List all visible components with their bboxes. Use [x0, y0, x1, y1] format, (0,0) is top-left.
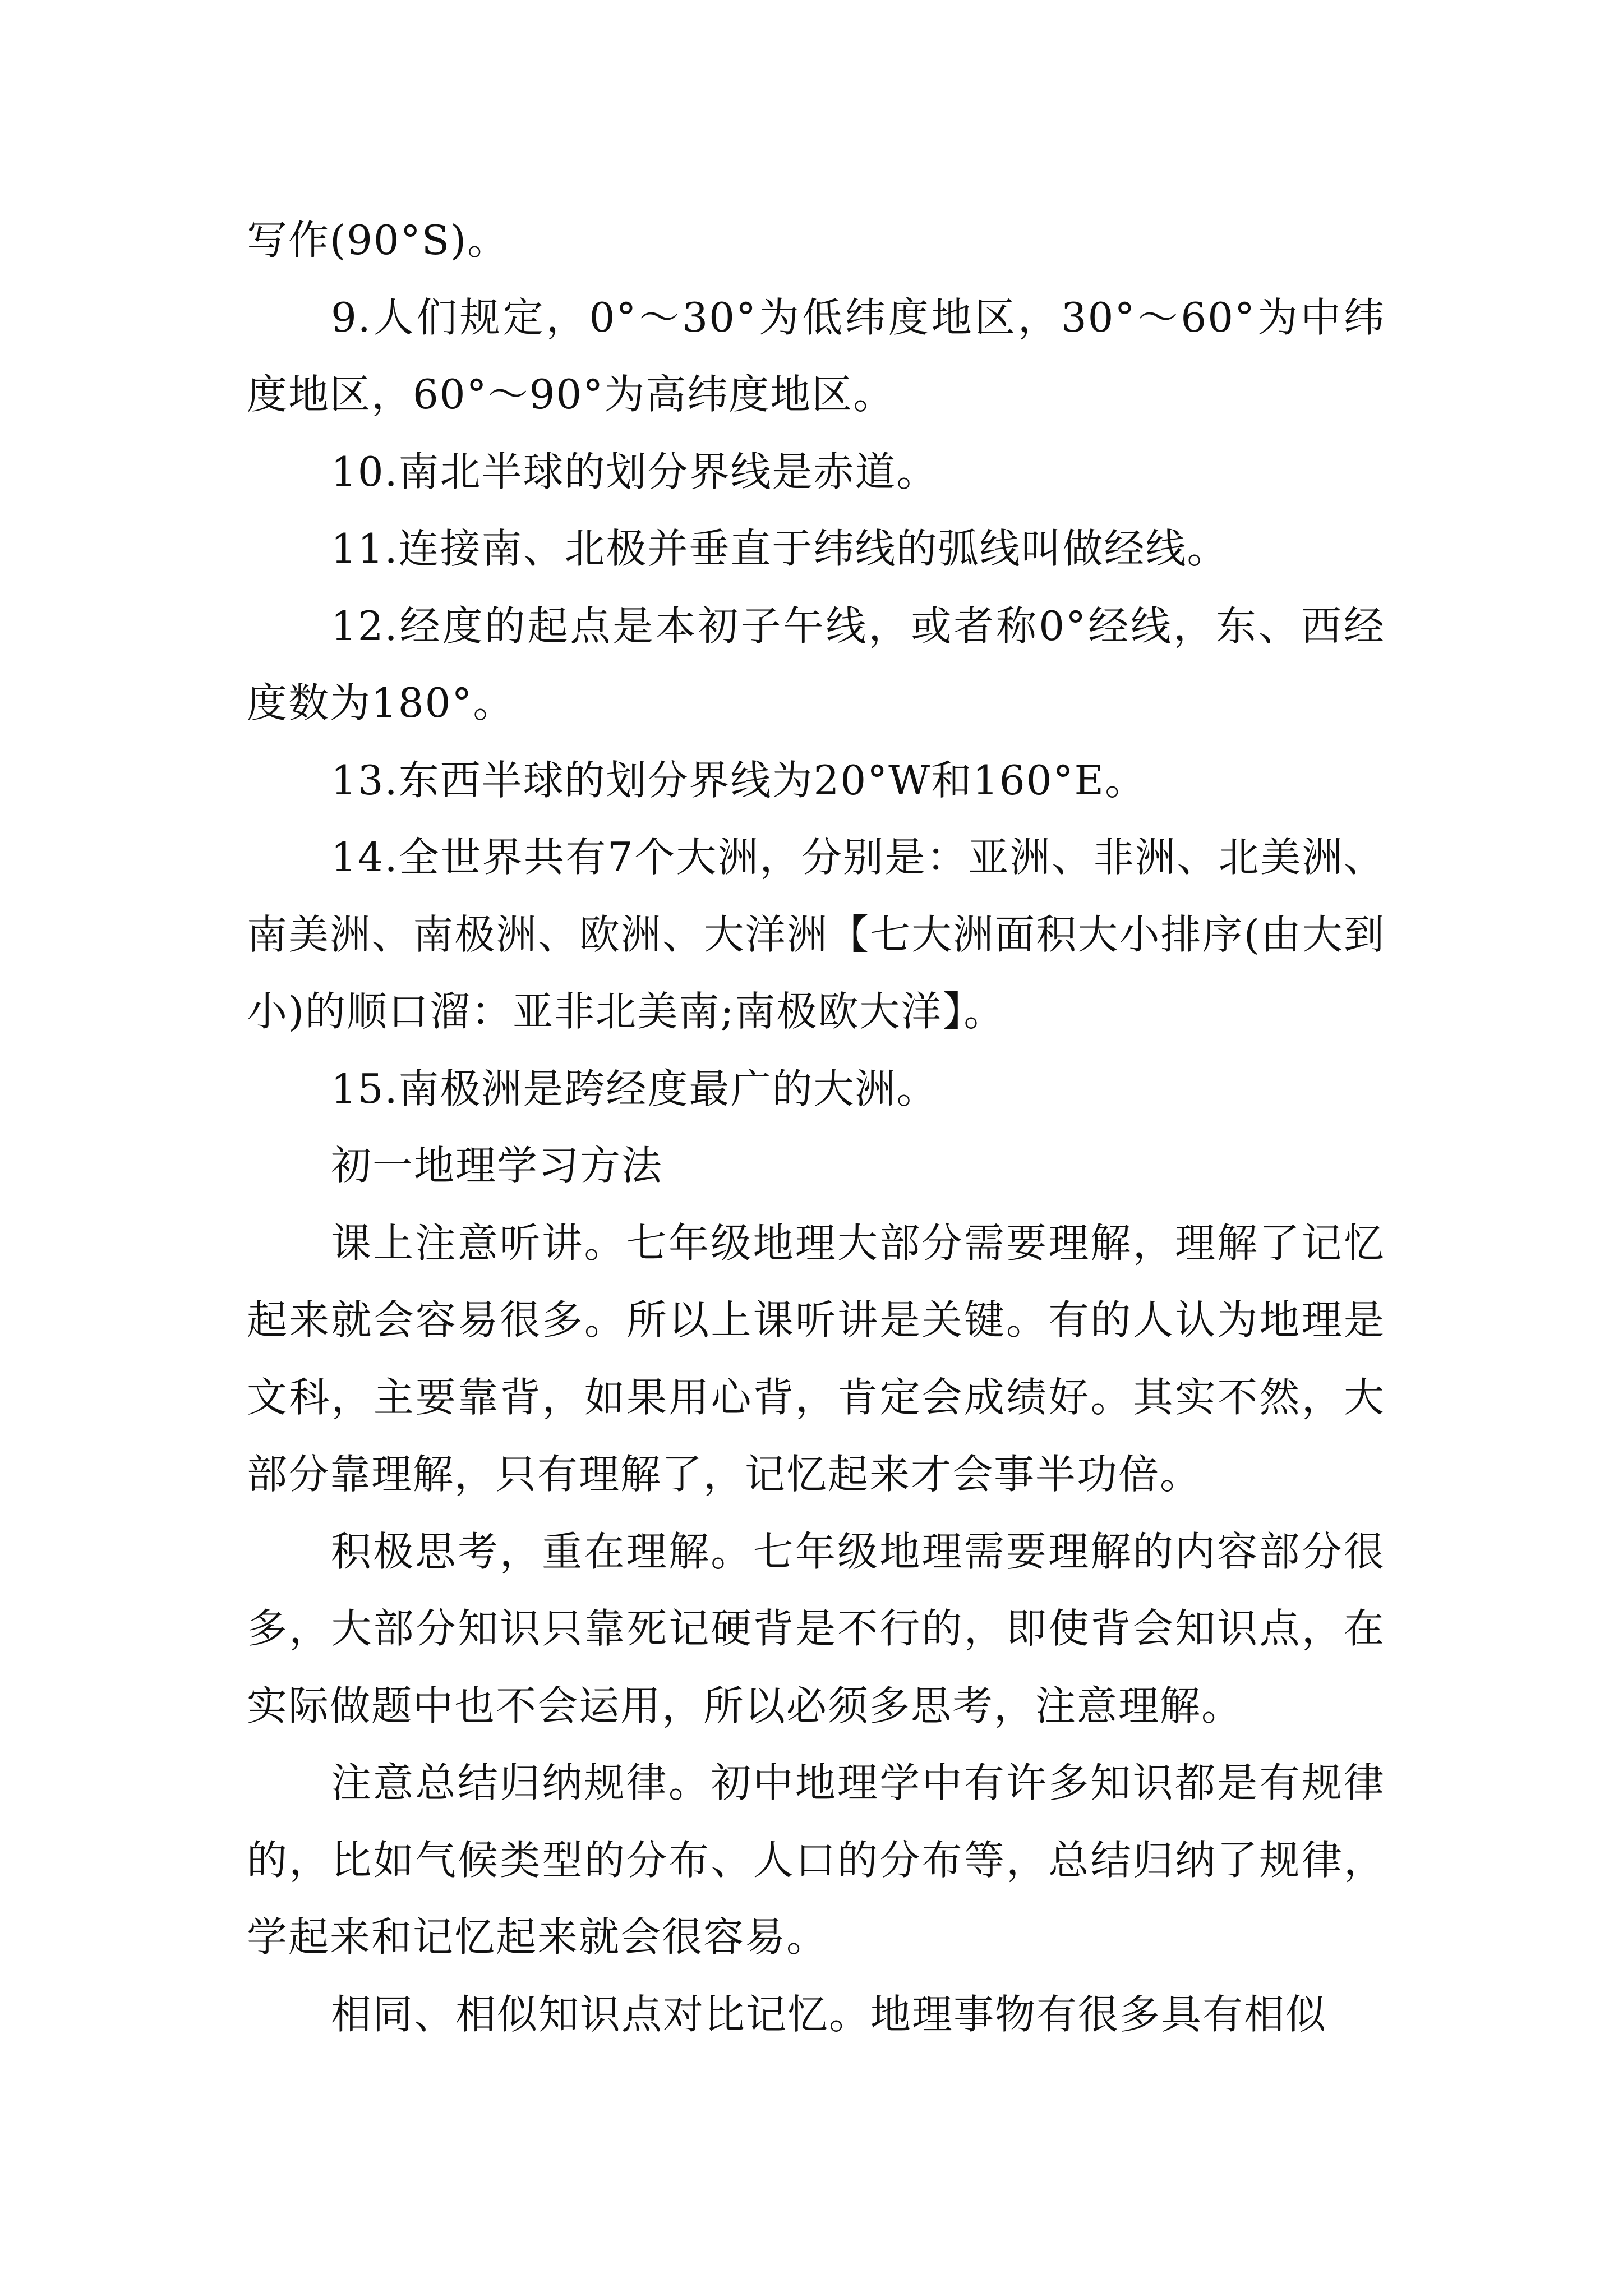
paragraph-item-10: 10.南北半球的划分界线是赤道。	[331, 448, 938, 495]
paragraph-method-summarize: 注意总结归纳规律。初中地理学中有许多知识都是有规律的，比如气候类型的分布、人口的分布等，总结归纳了规律，学起来和记忆起来就会很容易。	[247, 1759, 1385, 1961]
paragraph-item-14: 14.全世界共有7个大洲，分别是：亚洲、非洲、北美洲、南美洲、南极洲、欧洲、大洋洲【七大洲面积大小排序(由大到小)的顺口溜：亚非北美南;南极欧大洋】。	[247, 834, 1385, 1035]
paragraph-item-13: 13.东西半球的划分界线为20°W和160°E。	[331, 756, 1147, 804]
paragraph-method-listen: 课上注意听讲。七年级地理大部分需要理解，理解了记忆起来就会容易很多。所以上课听讲是关键。有的人认为地理是文科，主要靠背，如果用心背，肯定会成绩好。其实不然，大部分靠理解，只有理解了，记忆起来才会事半功倍。	[247, 1219, 1385, 1498]
paragraph-item-9: 9.人们规定，0°～30°为低纬度地区，30°～60°为中纬度地区，60°～90°为高纬度地区。	[247, 293, 1385, 418]
document-body	[247, 202, 1385, 2053]
paragraph-item-12: 12.经度的起点是本初子午线，或者称0°经线，东、西经度数为180°。	[247, 602, 1385, 726]
paragraph-item-11: 11.连接南、北极并垂直于纬线的弧线叫做经线。	[331, 525, 1229, 572]
section-heading: 初一地理学习方法	[331, 1142, 663, 1189]
paragraph-continuation: 写作(90°S)。	[247, 217, 509, 264]
paragraph-method-think: 积极思考，重在理解。七年级地理需要理解的内容部分很多，大部分知识只靠死记硬背是不行的，即使背会知识点，在实际做题中也不会运用，所以必须多思考，注意理解。	[247, 1527, 1385, 1729]
paragraph-method-compare: 相同、相似知识点对比记忆。地理事物有很多具有相似	[331, 1990, 1327, 2038]
paragraph-item-15: 15.南极洲是跨经度最广的大洲。	[331, 1065, 938, 1112]
